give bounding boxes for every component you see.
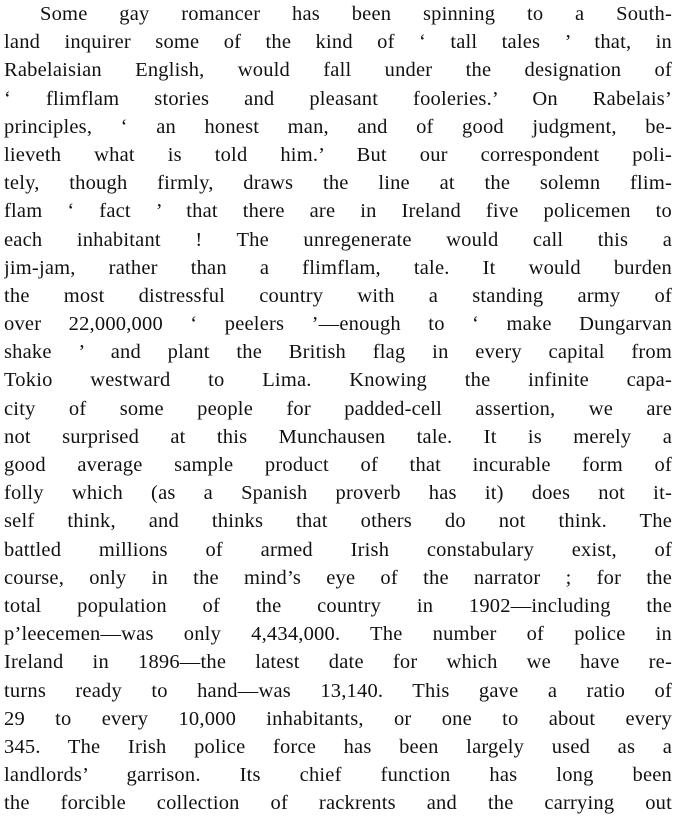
text-line: landlords’ garrison. Its chief function has long been	[4, 764, 672, 787]
text-line: turns ready to hand—was 13,140. This gave a ratio of	[4, 679, 672, 702]
text-line: lieveth what is told him.’ But our correspondent poli-	[4, 143, 672, 166]
text-line: principles, ‘ an honest man, and of good judgment, be-	[4, 115, 672, 138]
text-line: land inquirer some of the kind of ‘ tall tales ’ that, in	[4, 31, 672, 54]
text-line: 29 to every 10,000 inhabitants, or one to about every	[4, 707, 672, 730]
document-page	[4, 0, 672, 818]
text-line: p’leecemen—was only 4,434,000. The number of police in	[4, 623, 672, 646]
text-line: flam ‘ fact ’ that there are in Ireland five policemen to	[4, 200, 672, 223]
text-line: self think, and thinks that others do not think. The	[4, 510, 672, 533]
text-line: Rabelaisian English, would fall under the designation of	[4, 59, 672, 82]
text-line: over 22,000,000 ‘ peelers ’—enough to ‘ make Dungarvan	[4, 313, 672, 336]
text-line: shake ’ and plant the British flag in every capital from	[4, 341, 672, 364]
text-line: not surprised at this Munchausen tale. It is merely a	[4, 425, 672, 448]
text-line: Tokio westward to Lima. Knowing the infinite capa-	[4, 369, 672, 392]
text-line: Some gay romancer has been spinning to a South-	[40, 3, 672, 25]
text-line: jim-jam, rather than a flimflam, tale. It would burden	[4, 256, 672, 279]
text-line: total population of the country in 1902—including the	[4, 594, 672, 617]
text-line: city of some people for padded-cell assertion, we are	[4, 397, 672, 420]
text-line: good average sample product of that incurable form of	[4, 454, 672, 476]
text-line: folly which (as a Spanish proverb has it) does not it-	[4, 482, 672, 505]
text-line: tely, though firmly, draws the line at the solemn flim-	[4, 172, 672, 195]
text-line: Ireland in 1896—the latest date for which we have re-	[4, 651, 672, 674]
text-line: each inhabitant ! The unregenerate would call this a	[4, 228, 672, 251]
text-line: ‘ flimflam stories and pleasant fooleries.’ On Rabelais’	[4, 87, 672, 110]
text-line: the most distressful country with a standing army of	[4, 284, 672, 307]
article-body	[4, 0, 672, 817]
text-line: 345. The Irish police force has been largely used as a	[4, 735, 672, 758]
text-line: course, only in the mind’s eye of the narrator ; for the	[4, 566, 672, 589]
text-line: the forcible collection of rackrents and the carrying out	[4, 792, 672, 815]
text-line: battled millions of armed Irish constabulary exist, of	[4, 538, 672, 561]
